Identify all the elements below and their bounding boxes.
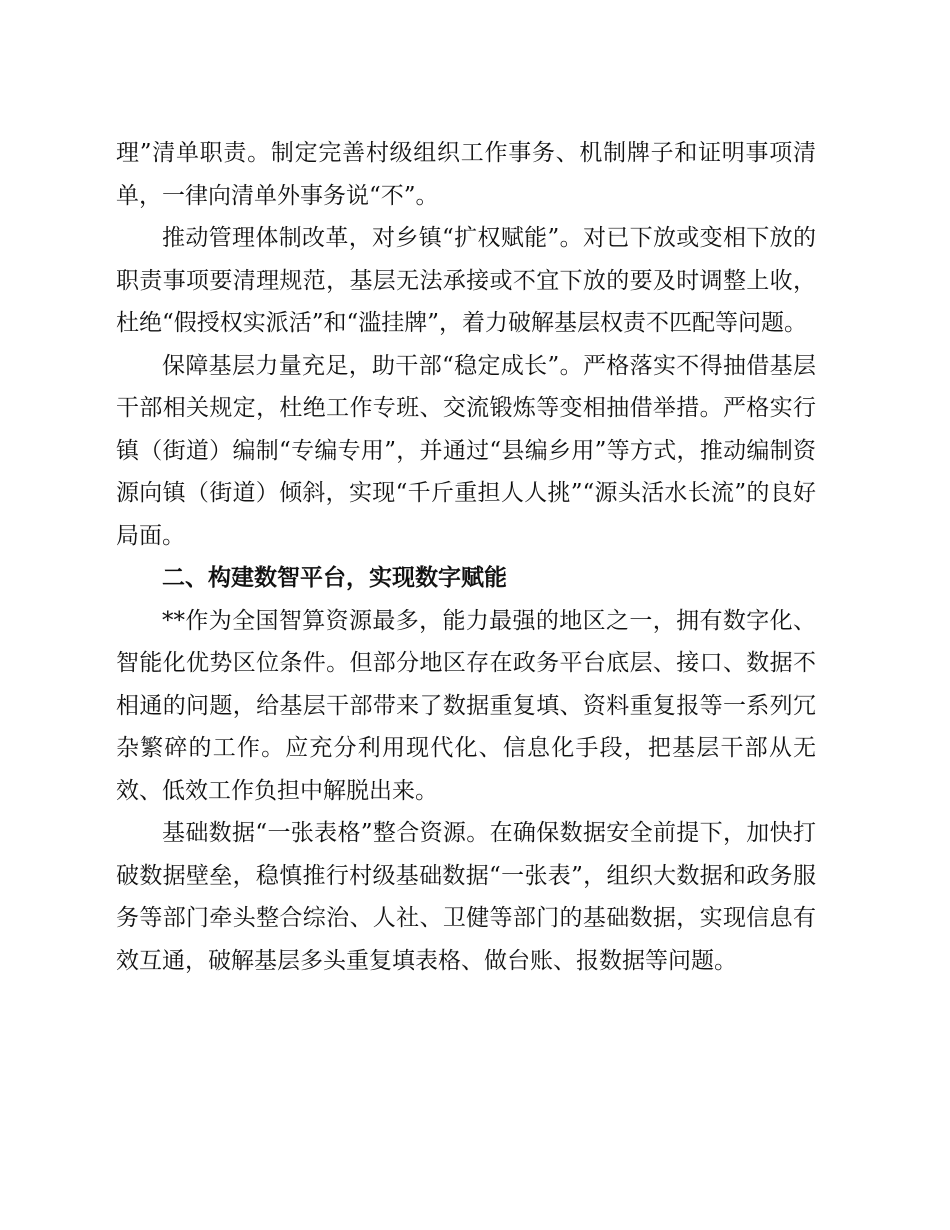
paragraph-one-table: 基础数据“一张表格”整合资源。在确保数据安全前提下，加快打破数据壁垒，稳慎推行村级基础数据“一张表”，组织大数据和政务服务等部门牵头整合综治、人社、卫健等部门的基础数据，实现信息有效互通，破解基层多头重复填表格、做台账、报数据等问题。 <box>116 820 816 974</box>
paragraph-grassroots-strength: 保障基层力量充足，助干部“稳定成长”。严格落实不得抽借基层干部相关规定，杜绝工作专班、交流锻炼等变相抽借举措。严格实行镇（街道）编制“专编专用”，并通过“县编乡用”等方式，推动编制资源向镇（街道）倾斜，实现“千斤重担人人挑”“源头活水长流”的良好局面。 <box>116 352 816 549</box>
section-heading: 二、构建数智平台，实现数字赋能 <box>162 565 507 591</box>
paragraph-management-reform: 推动管理体制改革，对乡镇“扩权赋能”。对已下放或变相下放的职责事项要清理规范，基层无法承接或不宜下放的要及时调整上收，杜绝“假授权实派活”和“滥挂牌”，着力破解基层权责不匹配等问题。 <box>116 225 816 336</box>
paragraph-digital-intro: **作为全国智算资源最多，能力最强的地区之一，拥有数字化、智能化优势区位条件。但部分地区存在政务平台底层、接口、数据不相通的问题，给基层干部带来了数据重复填、资料重复报等一系列冗杂繁碎的工作。应充分利用现代化、信息化手段，把基层干部从无效、低效工作负担中解脱出来。 <box>116 607 816 804</box>
paragraph-continuation: 理”清单职责。制定完善村级组织工作事务、机制牌子和证明事项清单，一律向清单外事务说“不”。 <box>116 140 816 209</box>
document-body <box>116 132 816 982</box>
